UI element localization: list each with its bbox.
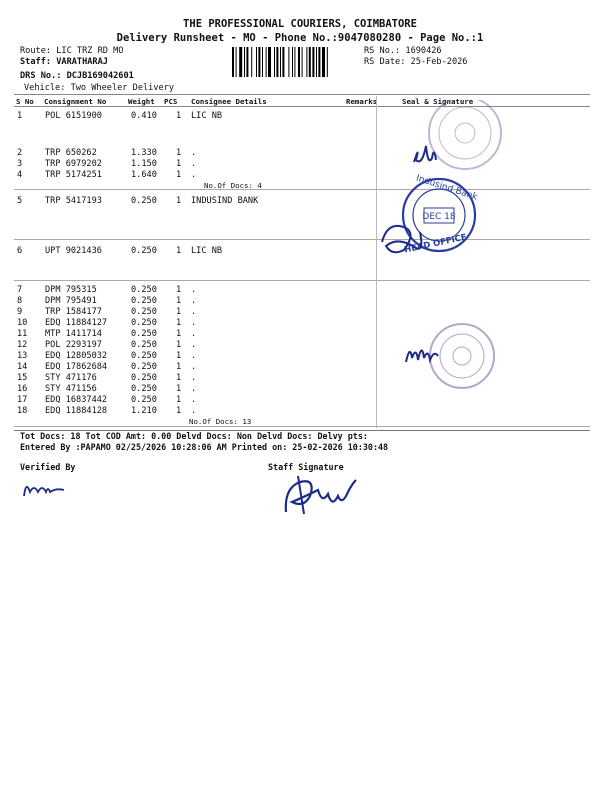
col-pcs: PCS <box>164 97 178 106</box>
row-consignment-no: TRP 6979202 <box>45 159 102 169</box>
staff-label: Staff: VARATHARAJ <box>20 57 108 67</box>
row-sno: 7 <box>17 285 23 295</box>
row-pcs: 1 <box>176 351 182 361</box>
barcode-bar <box>306 47 307 77</box>
lic-stamp-2 <box>430 324 494 388</box>
row-consignee: . <box>191 362 197 372</box>
col-remarks: Remarks <box>346 97 378 106</box>
bank-stamp-name: Indusind Bank <box>414 173 479 203</box>
header-top-rule <box>14 94 590 95</box>
row-pcs: 1 <box>176 196 182 206</box>
row-pcs: 1 <box>176 318 182 328</box>
barcode-bar <box>276 47 278 77</box>
row-sno: 6 <box>17 246 23 256</box>
row-weight: 1.330 <box>131 148 157 158</box>
row-consignee: . <box>191 329 197 339</box>
row-consignment-no: DPM 795491 <box>45 296 97 306</box>
row-consignment-no: TRP 1584177 <box>45 307 102 317</box>
row-sno: 4 <box>17 170 23 180</box>
barcode-bar <box>316 47 317 77</box>
row-pcs: 1 <box>176 111 182 121</box>
row-consignee: . <box>191 384 197 394</box>
row-sno: 17 <box>17 395 28 405</box>
barcode-bar <box>274 47 275 77</box>
row-pcs: 1 <box>176 329 182 339</box>
row-consignee: . <box>191 351 197 361</box>
row-consignment-no: STY 471156 <box>45 384 97 394</box>
group-doc-count: No.Of Docs: 4 <box>204 181 262 190</box>
barcode-bar <box>302 47 303 77</box>
row-consignment-no: TRP 650262 <box>45 148 97 158</box>
totals-line: Tot Docs: 18 Tot COD Amt: 0.00 Delvd Docs: Non Delvd Docs: Delvy pts: <box>20 431 368 441</box>
row-weight: 0.250 <box>131 384 157 394</box>
barcode-bar <box>280 47 281 77</box>
row-consignee: . <box>191 285 197 295</box>
row-pcs: 1 <box>176 362 182 372</box>
group-doc-count: No.Of Docs: 13 <box>189 417 252 426</box>
bank-stamp-office: HEAD OFFICE <box>403 232 468 256</box>
row-consignment-no: EDQ 17862684 <box>45 362 108 372</box>
row-weight: 0.250 <box>131 318 157 328</box>
drs-number: DRS No.: DCJB169042601 <box>20 71 134 81</box>
verified-by-label: Verified By <box>20 462 76 472</box>
row-consignee: . <box>191 296 197 306</box>
row-pcs: 1 <box>176 373 182 383</box>
row-sno: 11 <box>17 329 28 339</box>
row-weight: 0.250 <box>131 362 157 372</box>
lic-stamp-1 <box>429 100 501 169</box>
row-sno: 16 <box>17 384 28 394</box>
barcode-bar <box>239 47 242 77</box>
barcode-bar <box>246 47 248 77</box>
row-sno: 3 <box>17 159 23 169</box>
row-consignee: LIC NB <box>191 111 223 121</box>
row-weight: 0.250 <box>131 307 157 317</box>
row-weight: 0.250 <box>131 395 157 405</box>
row-consignee: LIC NB <box>191 246 223 256</box>
barcode-bar <box>268 47 271 77</box>
signature-row-5 <box>382 226 421 252</box>
row-consignee: . <box>191 373 197 383</box>
signature-row-7-18 <box>406 350 438 362</box>
barcode-bar <box>266 47 267 77</box>
barcode-bar <box>232 47 234 77</box>
row-consignee: . <box>191 159 197 169</box>
row-sno: 9 <box>17 307 23 317</box>
row-sno: 12 <box>17 340 28 350</box>
row-sno: 10 <box>17 318 28 328</box>
row-consignment-no: STY 471176 <box>45 373 97 383</box>
row-pcs: 1 <box>176 384 182 394</box>
document-subtitle: Delivery Runsheet - MO - Phone No.:9047080280 - Page No.:1 <box>116 32 484 44</box>
barcode <box>232 47 360 77</box>
vehicle-label: Vehicle: Two Wheeler Delivery <box>24 83 175 93</box>
barcode-bar <box>298 47 300 77</box>
row-pcs: 1 <box>176 159 182 169</box>
row-consignee: . <box>191 395 197 405</box>
row-consignee: . <box>191 307 197 317</box>
entered-by-line: Entered By :PAPAMO 02/25/2026 10:28:06 AM Printed on: 25-02-2026 10:30:48 <box>20 442 389 452</box>
row-weight: 0.250 <box>131 329 157 339</box>
seal-area <box>376 100 576 420</box>
row-consignee: . <box>191 340 197 350</box>
barcode-bar <box>288 47 289 77</box>
row-consignee: . <box>191 170 197 180</box>
row-consignment-no: EDQ 11884128 <box>45 406 108 416</box>
col-weight: Weight <box>128 97 155 106</box>
row-sno: 15 <box>17 373 28 383</box>
row-sno: 2 <box>17 148 23 158</box>
row-consignment-no: TRP 5174251 <box>45 170 102 180</box>
barcode-bar <box>258 47 260 77</box>
row-pcs: 1 <box>176 246 182 256</box>
row-consignee: . <box>191 318 197 328</box>
row-weight: 0.250 <box>131 196 157 206</box>
barcode-bar <box>256 47 257 77</box>
route-label: Route: LIC TRZ RD MO <box>20 46 124 56</box>
verified-signature <box>20 474 80 504</box>
row-consignment-no: POL 2293197 <box>45 340 102 350</box>
barcode-bar <box>312 47 314 77</box>
rs-date: RS Date: 25-Feb-2026 <box>364 57 468 67</box>
rs-number: RS No.: 1690426 <box>364 46 442 56</box>
row-consignment-no: UPT 9021436 <box>45 246 102 256</box>
staff-signature <box>276 468 366 520</box>
row-sno: 13 <box>17 351 28 361</box>
row-consignee: . <box>191 148 197 158</box>
row-sno: 8 <box>17 296 23 306</box>
row-sno: 1 <box>17 111 23 121</box>
row-weight: 0.410 <box>131 111 157 121</box>
row-sno: 5 <box>17 196 23 206</box>
barcode-bar <box>244 47 245 77</box>
row-weight: 0.250 <box>131 296 157 306</box>
document-title: THE PROFESSIONAL COURIERS, COIMBATORE <box>183 18 417 30</box>
row-weight: 0.250 <box>131 285 157 295</box>
bank-stamp-date: DEC 18 <box>422 212 456 222</box>
row-weight: 1.640 <box>131 170 157 180</box>
row-weight: 0.250 <box>131 373 157 383</box>
barcode-bar <box>292 47 293 77</box>
barcode-bar <box>262 47 263 77</box>
staff-signature-label: Staff Signature <box>268 462 344 472</box>
barcode-bar <box>327 47 328 77</box>
barcode-bar <box>294 47 295 77</box>
row-weight: 1.150 <box>131 159 157 169</box>
col-consignment: Consignment No <box>44 97 107 106</box>
row-consignee: INDUSIND BANK <box>191 196 259 206</box>
col-sno: S No <box>16 97 34 106</box>
row-consignment-no: EDQ 16837442 <box>45 395 108 405</box>
row-pcs: 1 <box>176 296 182 306</box>
row-sno: 14 <box>17 362 28 372</box>
group-separator <box>14 426 590 427</box>
row-pcs: 1 <box>176 170 182 180</box>
row-pcs: 1 <box>176 285 182 295</box>
row-sno: 18 <box>17 406 28 416</box>
barcode-bar <box>251 47 252 77</box>
barcode-graphic <box>232 47 360 77</box>
row-consignment-no: EDQ 12805032 <box>45 351 108 361</box>
barcode-bar <box>282 47 284 77</box>
row-weight: 0.250 <box>131 246 157 256</box>
row-weight: 0.250 <box>131 351 157 361</box>
row-pcs: 1 <box>176 406 182 416</box>
row-pcs: 1 <box>176 148 182 158</box>
row-consignment-no: TRP 5417193 <box>45 196 102 206</box>
col-consignee: Consignee Details <box>191 97 267 106</box>
row-pcs: 1 <box>176 395 182 405</box>
barcode-bar <box>309 47 311 77</box>
row-weight: 0.250 <box>131 340 157 350</box>
barcode-bar <box>322 47 325 77</box>
barcode-bar <box>318 47 320 77</box>
row-consignment-no: DPM 795315 <box>45 285 97 295</box>
row-consignee: . <box>191 406 197 416</box>
barcode-bar <box>236 47 237 77</box>
indusind-bank-stamp <box>403 173 479 255</box>
row-consignment-no: EDQ 11884127 <box>45 318 108 328</box>
row-consignment-no: POL 6151900 <box>45 111 102 121</box>
row-pcs: 1 <box>176 307 182 317</box>
row-consignment-no: MTP 1411714 <box>45 329 102 339</box>
row-pcs: 1 <box>176 340 182 350</box>
col-seal-signature: Seal & Signature <box>402 97 474 106</box>
row-weight: 1.210 <box>131 406 157 416</box>
